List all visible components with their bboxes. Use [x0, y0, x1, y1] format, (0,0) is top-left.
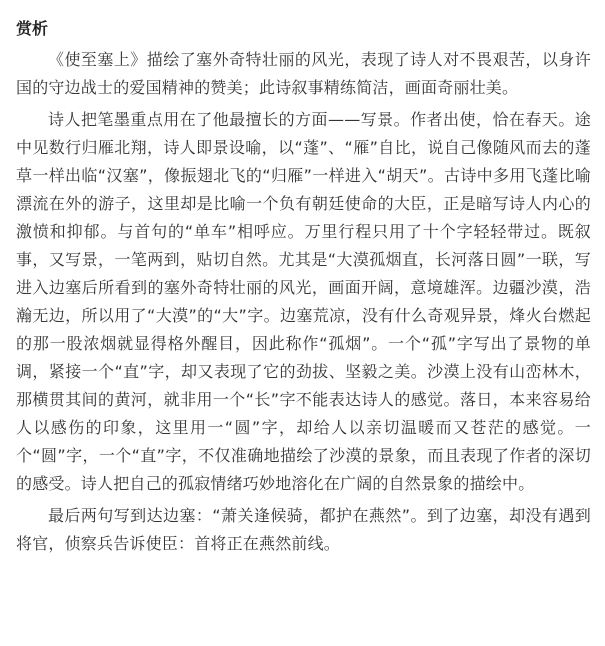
- paragraph-scenery-analysis: 诗人把笔墨重点用在了他最擅长的方面——写景。作者出使，恰在春天。途中见数行归雁北翔，诗人即景设喻，以“蓬”、“雁”自比，说自己像随风而去的蓬草一样出临“汉塞”，像振翅北飞的“归雁”一样进入“胡天”。古诗中多用飞蓬比喻漂流在外的游子，这里却是比喻一个负有朝廷使命的大臣，正是暗写诗人内心的激愤和抑郁。与首句的“单车”相呼应。万里行程只用了十个字轻轻带过。既叙事，又写景，一笔两到，贴切自然。尤其是“大漠孤烟直，长河落日圆”一联，写进入边塞后所看到的塞外奇特壮丽的风光，画面开阔，意境雄浑。边疆沙漠，浩瀚无边，所以用了“大漠”的“大”字。边塞荒凉，没有什么奇观异景，烽火台燃起的那一股浓烟就显得格外醒目，因此称作“孤烟”。一个“孤”字写出了景物的单调，紧接一个“直”字，却又表现了它的劲拔、坚毅之美。沙漠上没有山峦林木，那横贯其间的黄河，就非用一个“长”字不能表达诗人的感觉。落日，本来容易给人以感伤的印象，这里用一“圆”字，却给人以亲切温暖而又苍茫的感觉。一个“圆”字，一个“直”字，不仅准确地描绘了沙漠的景象，而且表现了作者的深切的感受。诗人把自己的孤寂情绪巧妙地溶化在广阔的自然景象的描绘中。: [16, 110, 591, 493]
- section-heading: 赏析: [16, 19, 49, 38]
- paragraph-summary: 《使至塞上》描绘了塞外奇特壮丽的风光，表现了诗人对不畏艰苦，以身许国的守边战士的爱国精神的赞美；此诗叙事精练简洁，画面奇丽壮美。: [16, 50, 591, 97]
- paragraph-ending: 最后两句写到达边塞：“萧关逢候骑，都护在燕然”。到了边塞，却没有遇到将官，侦察兵告诉使臣：首将正在燕然前线。: [16, 506, 591, 553]
